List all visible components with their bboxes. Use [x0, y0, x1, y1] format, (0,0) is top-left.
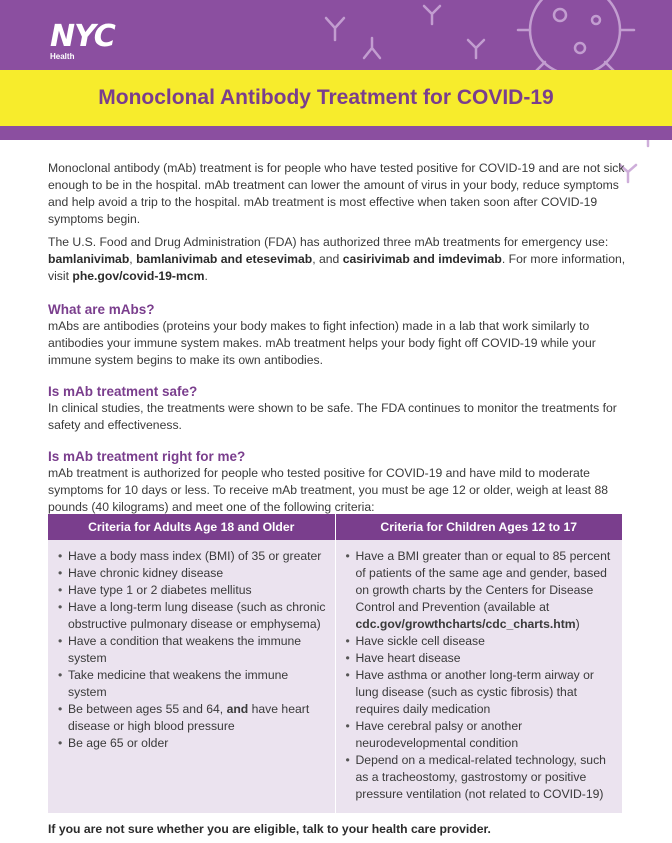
criteria-children-cell: [335, 540, 622, 813]
criteria-adults-cell: [48, 540, 335, 813]
fda-text: The U.S. Food and Drug Administration (FDA) has authorized three mAb treatments for emergency use:: [48, 235, 609, 249]
divider-band: [0, 126, 672, 140]
page-title: Monoclonal Antibody Treatment for COVID-19: [98, 86, 554, 109]
fda-paragraph: [48, 234, 628, 285]
criteria-table: [48, 514, 622, 813]
criteria-adults-list: [58, 548, 329, 752]
fda-text-end: . For more information, visit: [48, 252, 626, 283]
list-item: • Have cerebral palsy or another neurodevelopmental condition: [346, 718, 617, 752]
separator: , and: [312, 252, 343, 266]
phe-link[interactable]: phe.gov/covid-19-mcm: [72, 269, 205, 283]
nyc-logo-subtitle: Health: [50, 52, 75, 61]
list-item: • Take medicine that weakens the immune system: [58, 667, 329, 701]
period: .: [204, 269, 208, 283]
list-item: • Have a condition that weakens the immune system: [58, 633, 329, 667]
item-emphasis: and: [226, 702, 249, 716]
list-item: • Be age 65 or older: [58, 735, 329, 752]
criteria-children-list: [346, 548, 617, 803]
list-item: • Have asthma or another long-term airway or lung disease (such as cystic fibrosis) that requires daily medication: [346, 667, 617, 718]
main-content: [48, 160, 628, 516]
nyc-logo: NYC: [50, 19, 115, 54]
section-body-safe: In clinical studies, the treatments were shown to be safe. The FDA continues to monitor the treatments for safety and effectiveness.: [48, 401, 617, 432]
criteria-adults-header: Criteria for Adults Age 18 and Older: [48, 514, 335, 540]
cdc-link[interactable]: cdc.gov/growthcharts/cdc_charts.htm: [355, 617, 576, 631]
treatment-1: bamlanivimab: [48, 252, 130, 266]
list-item: • Have chronic kidney disease: [58, 565, 329, 582]
separator: ,: [129, 252, 137, 266]
list-item: • Have type 1 or 2 diabetes mellitus: [58, 582, 329, 599]
section-heading-safe: Is mAb treatment safe?: [48, 384, 198, 399]
section-body-right: mAb treatment is authorized for people who tested positive for COVID-19 and have mild to moderate symptoms for 10 days or less. To receive mAb treatment, you must be age 12 or older, weigh at least 88 pounds (40 kilograms) and meet one of the following criteria:: [48, 466, 608, 514]
item-text: Have a BMI greater than or equal to 85 percent of patients of the same age and gender, based on growth charts by the Centers for Disease Control and Prevention (available at: [355, 549, 611, 614]
treatment-3: casirivimab and imdevimab: [342, 252, 502, 266]
section-heading-right: Is mAb treatment right for me?: [48, 449, 246, 464]
list-item: [346, 548, 617, 633]
item-text: Be between ages 55 and 64,: [68, 702, 227, 716]
list-item: • Have heart disease: [346, 650, 617, 667]
intro-paragraph: Monoclonal antibody (mAb) treatment is for people who have tested positive for COVID-19 and are not sick enough to be in the hospital. mAb treatment can lower the amount of virus in your body, reduce symptoms and help avoid a trip to the hospital. mAb treatment is most effective when taken soon after COVID-19 symptoms begin.: [48, 161, 625, 226]
list-item: • Have a long-term lung disease (such as chronic obstructive pulmonary disease or emphysema): [58, 599, 329, 633]
item-text: ): [575, 617, 580, 631]
list-item: • Have sickle cell disease: [346, 633, 617, 650]
item-text: have heart disease or high blood pressure: [68, 702, 310, 733]
section-body-what: mAbs are antibodies (proteins your body makes to fight infection) made in a lab that work similarly to antibodies your immune system makes. mAb treatment helps your body fight off COVID-19 while your immune system begins to make its own antibodies.: [48, 319, 596, 367]
list-item: • Depend on a medical-related technology, such as a tracheostomy, gastrostomy or positive pressure ventilation (not related to COVID-19): [346, 752, 617, 803]
section-heading-what: What are mAbs?: [48, 302, 155, 317]
treatment-2: bamlanivimab and etesevimab: [136, 252, 313, 266]
criteria-children-header: Criteria for Children Ages 12 to 17: [335, 514, 622, 540]
list-item: [58, 701, 329, 735]
footer-note: If you are not sure whether you are eligible, talk to your health care provider.: [48, 822, 491, 836]
list-item: • Have a body mass index (BMI) of 35 or greater: [58, 548, 329, 565]
